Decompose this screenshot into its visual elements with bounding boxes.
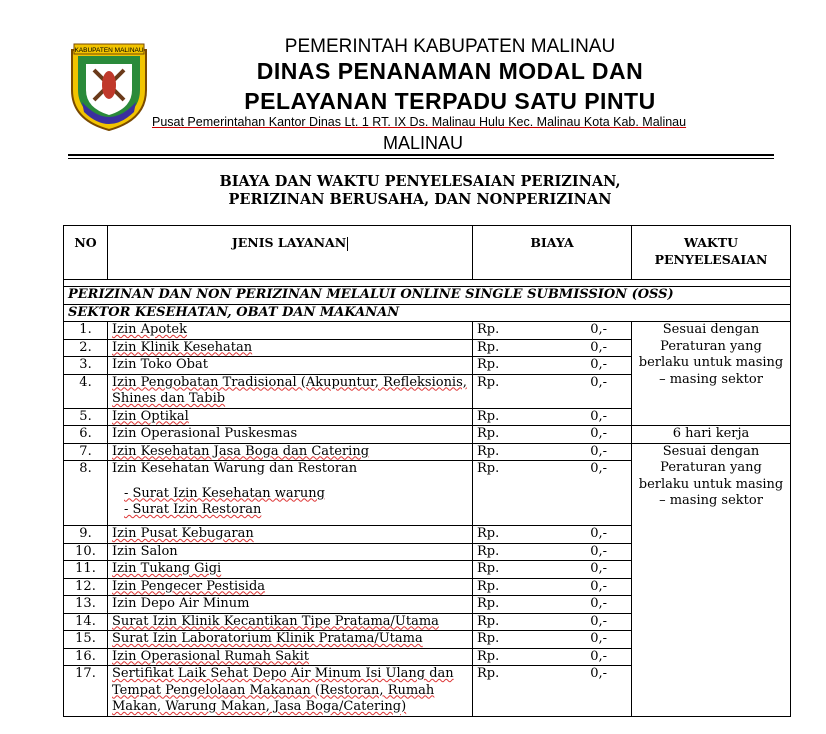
waktu-6-hari: 6 hari kerja bbox=[632, 426, 791, 444]
table-cell: Izin Klinik Kesehatan bbox=[108, 339, 473, 357]
table-cell: Rp. 0,- bbox=[473, 322, 632, 340]
waktu-sesuai-peraturan-2: Sesuai dengan Peraturan yang berlaku untuk masing – masing sektor bbox=[632, 443, 791, 716]
table-row bbox=[64, 443, 791, 461]
table-cell: 3. bbox=[64, 357, 108, 375]
header-biaya: BIAYA bbox=[473, 226, 632, 280]
table-cell: Rp. 0,- bbox=[473, 339, 632, 357]
table-cell: Rp. 0,- bbox=[473, 543, 632, 561]
table-cell: Rp. 0,- bbox=[473, 613, 632, 631]
document-title-line2: PERIZINAN BERUSAHA, DAN NONPERIZINAN bbox=[228, 191, 612, 208]
table-cell: Rp. 0,- bbox=[473, 596, 632, 614]
table-cell: Surat Izin Klinik Kecantikan Tipe Pratama/Utama bbox=[108, 613, 473, 631]
text-cursor bbox=[347, 237, 348, 251]
table-cell: 9. bbox=[64, 526, 108, 544]
table-cell: Izin Depo Air Minum bbox=[108, 596, 473, 614]
header-no: NO bbox=[64, 226, 108, 280]
document-title-line1: BIAYA DAN WAKTU PENYELESAIAN PERIZINAN, bbox=[219, 173, 621, 190]
agency-name-line1: DINAS PENANAMAN MODAL DAN bbox=[256, 58, 644, 84]
table-header-row bbox=[64, 226, 791, 280]
table-cell: Surat Izin Laboratorium Klinik Pratama/Utama bbox=[108, 631, 473, 649]
office-address: Pusat Pemerintahan Kantor Dinas Lt. 1 RT. IX Ds. Malinau Hulu Kec. Malinau Kota Kab. Malinau bbox=[152, 115, 687, 129]
spacer-row bbox=[64, 280, 791, 287]
section-kesehatan: SEKTOR KESEHATAN, OBAT DAN MAKANAN bbox=[64, 304, 791, 322]
government-name: PEMERINTAH KABUPATEN MALINAU bbox=[284, 36, 616, 57]
city-name: MALINAU bbox=[383, 133, 464, 153]
header-rule-thick bbox=[68, 154, 774, 156]
emblem-banner-text: KABUPATEN MALINAU bbox=[74, 47, 144, 54]
table-cell: Izin Pengobatan Tradisional (Akupuntur, Refleksionis, Shines dan Tabib bbox=[108, 374, 473, 408]
table-cell: Rp. 0,- bbox=[473, 461, 632, 526]
table-cell: Rp. 0,- bbox=[473, 526, 632, 544]
table-cell: Izin Optikal bbox=[108, 408, 473, 426]
table-cell: Rp. 0,- bbox=[473, 443, 632, 461]
table-cell: 8. bbox=[64, 461, 108, 526]
table-cell: Rp. 0,- bbox=[473, 666, 632, 717]
table-cell: Izin Pengecer Pestisida bbox=[108, 578, 473, 596]
table-cell: Rp. 0,- bbox=[473, 648, 632, 666]
table-cell: 11. bbox=[64, 561, 108, 579]
table-cell: 5. bbox=[64, 408, 108, 426]
agency-name-line2: PELAYANAN TERPADU SATU PINTU bbox=[244, 88, 656, 114]
table-cell: 12. bbox=[64, 578, 108, 596]
table-cell: 15. bbox=[64, 631, 108, 649]
header-jenis-layanan[interactable]: JENIS LAYANAN bbox=[108, 226, 473, 280]
table-cell: Rp. 0,- bbox=[473, 357, 632, 375]
table-cell: Izin Kesehatan Jasa Boga dan Catering bbox=[108, 443, 473, 461]
section-oss: PERIZINAN DAN NON PERIZINAN MELALUI ONLINE SINGLE SUBMISSION (OSS) bbox=[64, 287, 791, 305]
table-cell: Rp. 0,- bbox=[473, 426, 632, 444]
header-rule-thin bbox=[68, 158, 774, 159]
malinau-regency-emblem bbox=[64, 40, 154, 132]
table-cell: Izin Operasional Rumah Sakit bbox=[108, 648, 473, 666]
table-cell: 7. bbox=[64, 443, 108, 461]
table-cell: Izin Pusat Kebugaran bbox=[108, 526, 473, 544]
table-cell: Izin Kesehatan Warung dan Restoran - Surat Izin Kesehatan warung - Surat Izin Restoran bbox=[108, 461, 473, 526]
table-cell: 17. bbox=[64, 666, 108, 717]
table-cell: Izin Salon bbox=[108, 543, 473, 561]
table-cell: Sertifikat Laik Sehat Depo Air Minum Isi Ulang dan Tempat Pengelolaan Makanan (Restoran, Rumah Makan, Warung Makan, Jasa Boga/Catering) bbox=[108, 666, 473, 717]
table-cell: Izin Operasional Puskesmas bbox=[108, 426, 473, 444]
waktu-sesuai-peraturan-1: Sesuai dengan Peraturan yang berlaku untuk masing – masing sektor bbox=[632, 322, 791, 426]
table-cell: 2. bbox=[64, 339, 108, 357]
service-fee-table bbox=[63, 225, 791, 717]
table-cell: Izin Toko Obat bbox=[108, 357, 473, 375]
table-cell: 4. bbox=[64, 374, 108, 408]
table-cell: Rp. 0,- bbox=[473, 578, 632, 596]
header-waktu: WAKTU PENYELESAIAN bbox=[632, 226, 791, 280]
table-cell: 16. bbox=[64, 648, 108, 666]
table-cell: 6. bbox=[64, 426, 108, 444]
table-cell: 13. bbox=[64, 596, 108, 614]
table-cell: 1. bbox=[64, 322, 108, 340]
table-cell: Rp. 0,- bbox=[473, 408, 632, 426]
table-row bbox=[64, 426, 791, 444]
table-cell: Rp. 0,- bbox=[473, 561, 632, 579]
table-row bbox=[64, 322, 791, 340]
table-cell: Izin Apotek bbox=[108, 322, 473, 340]
table-cell: Rp. 0,- bbox=[473, 631, 632, 649]
table-cell: 10. bbox=[64, 543, 108, 561]
table-cell: Izin Tukang Gigi bbox=[108, 561, 473, 579]
table-cell: Rp. 0,- bbox=[473, 374, 632, 408]
table-cell: 14. bbox=[64, 613, 108, 631]
